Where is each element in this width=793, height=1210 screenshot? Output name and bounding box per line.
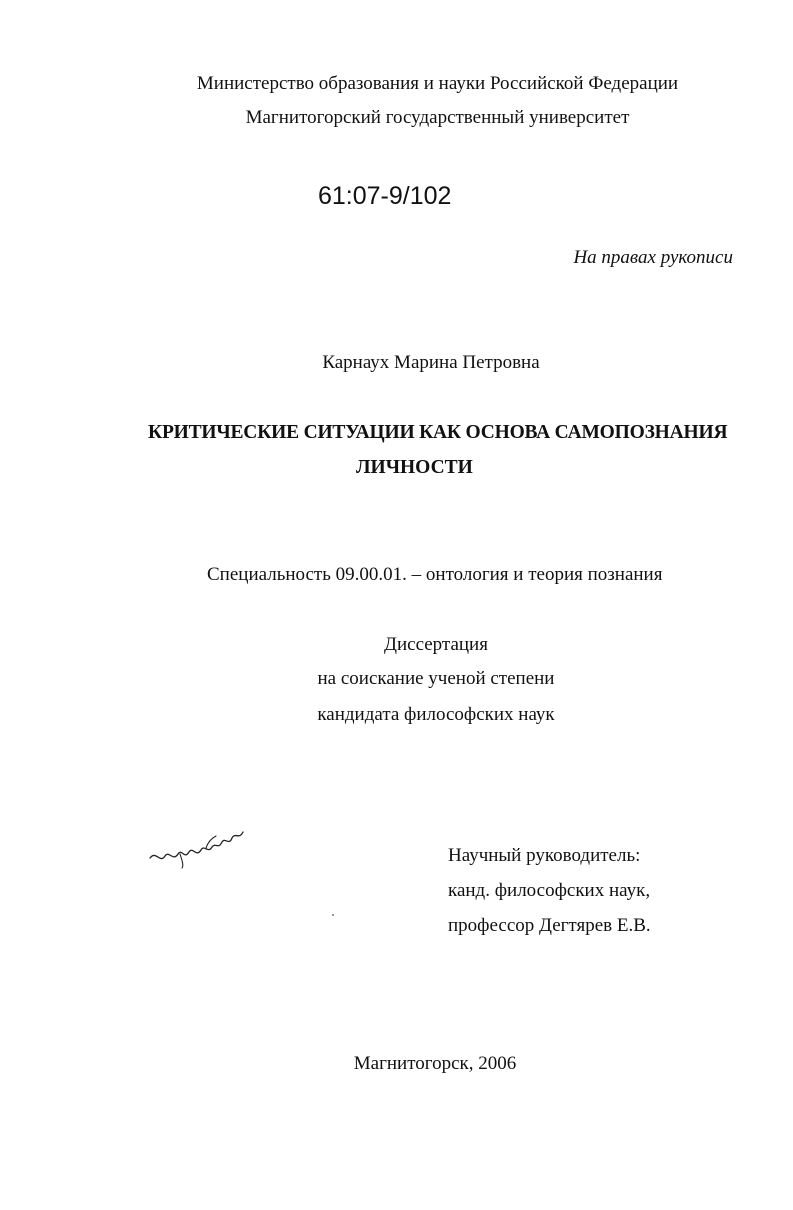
degree-line-2: кандидата философских наук [317,704,555,725]
ministry-name: Министерство образования и науки Российской Федерации [196,73,679,94]
dissertation-type: Диссертация [384,634,488,655]
scan-speck [332,914,334,916]
city-year: Магнитогорск, 2006 [353,1053,517,1074]
title-line-1: КРИТИЧЕСКИЕ СИТУАЦИИ КАК ОСНОВА САМОПОЗНАНИЯ [148,422,728,443]
manuscript-note: На правах рукописи [573,247,733,268]
specialty: Специальность 09.00.01. – онтология и теория познания [207,564,663,585]
catalog-code: 61:07-9/102 [318,182,452,210]
title-line-2: ЛИЧНОСТИ [356,457,473,478]
supervisor-rank: канд. философских наук, [448,880,651,901]
university-name: Магнитогорский государственный университет [245,107,630,128]
supervisor-label: Научный руководитель: [448,845,641,866]
supervisor-name: профессор Дегтярев Е.В. [448,915,651,936]
degree-line-1: на соискание ученой степени [317,668,555,689]
handwritten-signature [146,820,246,870]
author-name: Карнаух Марина Петровна [322,352,540,373]
